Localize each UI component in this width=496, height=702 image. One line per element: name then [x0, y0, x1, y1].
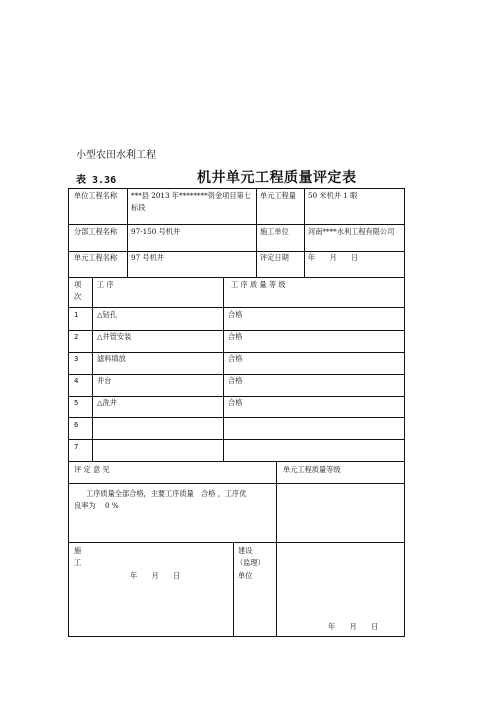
col-grade-header: 工 序 质 量 等 级 — [231, 280, 286, 289]
assessment-opinion-text-2: 良率为 0 % — [74, 501, 119, 510]
row-no: 7 — [74, 442, 79, 451]
supervision-sign-label: 单位 — [238, 571, 253, 580]
form-title: 机井单元工程质量评定表 — [197, 170, 357, 186]
construction-unit-value: 河南****水利工程有限公司 — [308, 227, 395, 236]
division-label: 分部工程名称 — [74, 227, 118, 236]
element-value: 97 号机井 — [131, 253, 164, 262]
supervision-sign-date: 年 月 日 — [328, 622, 379, 631]
supervision-sign-label: 建设 — [238, 546, 253, 555]
row-no: 1 — [74, 310, 79, 319]
unit-quantity-label: 单元工程量 — [260, 191, 296, 200]
construction-unit-label: 施工单位 — [260, 227, 289, 236]
row-grade: 合格 — [228, 310, 243, 319]
row-process: △洗井 — [97, 398, 117, 407]
project-type-label: 小型农田水利工程 — [76, 150, 156, 161]
col-no-header: 项次 — [74, 280, 82, 301]
row-process: △钻孔 — [97, 310, 117, 319]
col-process-header: 工 序 — [97, 280, 114, 289]
construction-sign-label: 工 — [74, 558, 82, 567]
row-process: △井管安装 — [97, 332, 132, 341]
row-grade: 合格 — [228, 376, 243, 385]
row-no: 4 — [74, 376, 79, 385]
row-process: 滤料填放 — [97, 354, 126, 363]
unit-quantity-value: 50 米机井 1 眼 — [308, 191, 358, 200]
row-process: 井台 — [97, 376, 112, 385]
construction-sign-date: 年 月 日 — [130, 571, 181, 580]
construction-sign-label: 施 — [74, 546, 82, 555]
row-no: 5 — [74, 398, 79, 407]
unit-project-label: 单位工程名称 — [74, 191, 118, 200]
date-value: 年 月 日 — [308, 253, 359, 262]
element-label: 单元工程名称 — [74, 253, 118, 262]
supervision-sign-label: （监理） — [236, 558, 265, 567]
row-no: 2 — [74, 332, 79, 341]
unit-grade-label: 单元工程质量等级 — [283, 465, 341, 474]
row-grade: 合格 — [228, 332, 243, 341]
date-label: 评定日期 — [260, 253, 289, 262]
division-value: 97-150 号机井 — [131, 227, 181, 236]
row-no: 6 — [74, 420, 79, 429]
assessment-opinion-text-1: 工序质量全部合格，主要工序质量 合格 ，工序优 — [86, 489, 247, 498]
table-number: 表 3.36 — [76, 175, 117, 186]
unit-project-value: ***县 2013 年********资金项目第七标段 — [131, 191, 251, 212]
row-grade: 合格 — [228, 398, 243, 407]
row-no: 3 — [74, 354, 79, 363]
row-grade: 合格 — [228, 354, 243, 363]
assessment-opinion-label: 评 定 意 见 — [74, 465, 110, 474]
